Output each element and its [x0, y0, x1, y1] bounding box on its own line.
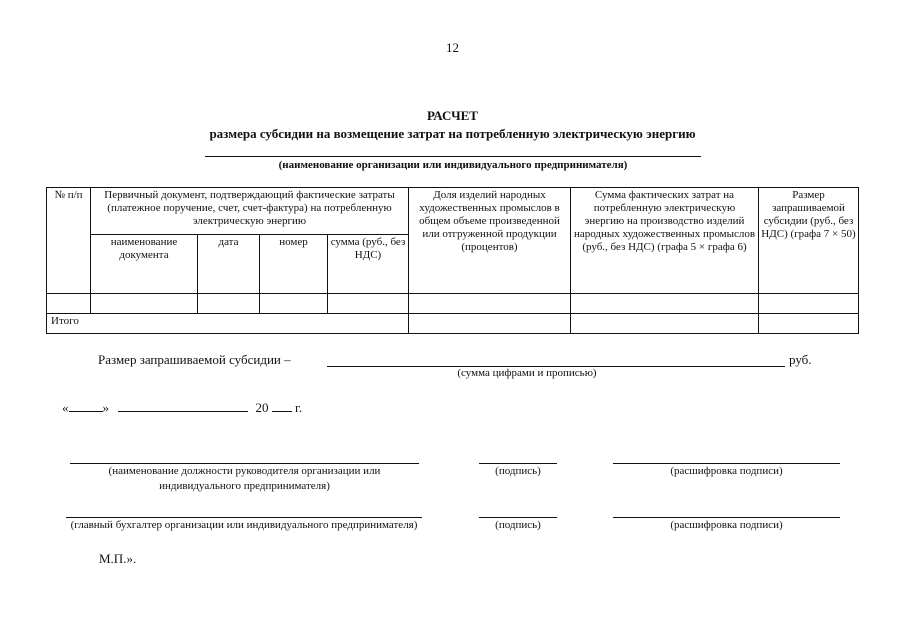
- total-label: Итого: [47, 314, 409, 334]
- month-line: [118, 400, 248, 412]
- table-row: [47, 294, 859, 314]
- table-cell: [198, 294, 260, 314]
- header-share: Доля изделий народных художественных промыслов в общем объеме произведенной или отгруженной продукции (процентов): [409, 188, 571, 294]
- document-title: РАСЧЕТ: [427, 108, 478, 123]
- document-subtitle: размера субсидии на возмещение затрат на потребленную электрическую энергию: [209, 126, 696, 141]
- header-subsidy: Размер запрашиваемой субсидии (руб., без НДС) (графа 7 × 50): [759, 188, 859, 294]
- calculation-table: [46, 187, 859, 334]
- head-position-caption: (наименование должности руководителя организации или индивидуального предпринимателя): [108, 465, 381, 492]
- table-cell: [571, 314, 759, 334]
- head-signature-caption: (подпись): [495, 465, 541, 477]
- subsidy-unit: руб.: [789, 352, 812, 367]
- year-prefix: 20: [255, 400, 269, 415]
- year-line: [272, 400, 292, 412]
- table-cell: [409, 294, 571, 314]
- year-suffix: г.: [295, 400, 303, 415]
- date-row: [62, 400, 302, 416]
- day-line: [69, 400, 103, 412]
- organization-name-line: [205, 156, 701, 157]
- page-number: 12: [446, 40, 459, 55]
- table-cell: [91, 294, 198, 314]
- table-cell: [328, 294, 409, 314]
- header-actual-costs: Сумма фактических затрат на потребленную электрическую энергию на производство изделий народных художественных промыслов (руб., без НДС) (графа 5 × графа 6): [571, 188, 759, 294]
- table-cell: [759, 294, 859, 314]
- date-close-quote: »: [102, 400, 109, 415]
- stamp-place: М.П.».: [99, 551, 137, 566]
- accountant-decoding-caption: (расшифровка подписи): [670, 519, 783, 531]
- head-decoding-caption: (расшифровка подписи): [670, 465, 783, 477]
- table-cell: [759, 314, 859, 334]
- subheader-number: номер: [260, 235, 328, 294]
- accountant-signature-caption: (подпись): [495, 519, 541, 531]
- subsidy-label: Размер запрашиваемой субсидии –: [98, 352, 291, 367]
- table-cell: [260, 294, 328, 314]
- subsidy-caption: (сумма цифрами и прописью): [457, 367, 597, 379]
- total-row: [47, 314, 859, 334]
- subheader-sum: сумма (руб., без НДС): [328, 235, 409, 294]
- accountant-position-caption: (главный бухгалтер организации или индивидуального предпринимателя): [70, 519, 418, 531]
- subheader-document-name: наименование документа: [91, 235, 198, 294]
- date-open-quote: «: [62, 400, 69, 415]
- table-cell: [409, 314, 571, 334]
- organization-caption: (наименование организации или индивидуального предпринимателя): [278, 159, 628, 171]
- subheader-date: дата: [198, 235, 260, 294]
- header-primary-document: Первичный документ, подтверждающий фактические затраты (платежное поручение, счет, счет-фактура) на потребленную электрическую энергию: [91, 188, 409, 235]
- table-cell: [571, 294, 759, 314]
- table-cell: [47, 294, 91, 314]
- header-num: № п/п: [47, 188, 91, 294]
